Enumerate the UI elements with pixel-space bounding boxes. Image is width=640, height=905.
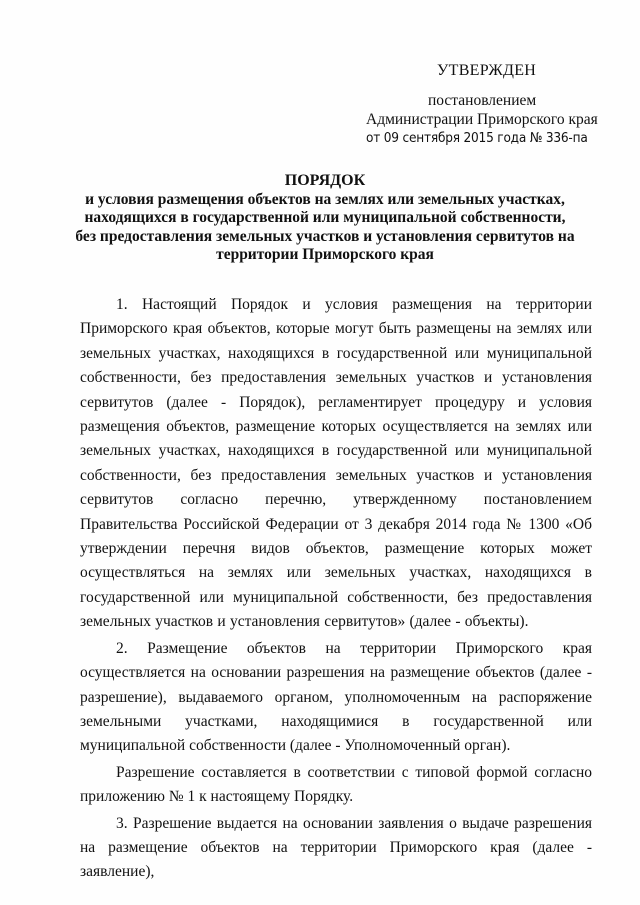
approval-line-administration: Администрации Приморского края [366, 111, 598, 128]
paragraph-2: 2. Размещение объектов на территории Приморского края осуществляется на основании разрешения на размещение объектов (далее - разрешение), выдаваемого органом, уполномоченным на распоряжение земельными участками, находящимися в государственной или муниципальной собственности (далее - Уполномоченный орган). [80, 639, 592, 755]
document-title: ПОРЯДОК [284, 172, 366, 189]
document-heading [75, 172, 575, 265]
approval-line-date-number: от 09 сентября 2015 года № 336-па [366, 130, 588, 146]
approval-title: УТВЕРЖДЕН [437, 62, 537, 79]
document-subtitle: и условия размещения объектов на землях или земельных участках, находящихся в государственной или муниципальной собственности, без предоставления земельных участков и установления сервитутов на территории Приморского края [75, 190, 575, 263]
paragraph-2-form: Разрешение составляется в соответствии с типовой формой согласно приложению № 1 к настоящему Порядку. [80, 763, 592, 806]
approval-line-resolution: постановлением [428, 92, 537, 109]
document-body [80, 293, 592, 885]
paragraph-3: 3. Разрешение выдается на основании заявления о выдаче разрешения на размещение объектов на территории Приморского края (далее - заявление), [80, 814, 592, 881]
paragraph-1: 1. Настоящий Порядок и условия размещения на территории Приморского края объектов, которые могут быть размещены на землях или земельных участках, находящихся в государственной или муниципальной собственности, без предоставления земельных участков и установления сервитутов (далее - Порядок), регламентирует процедуру и условия размещения объектов, размещение которых осуществляется на землях или земельных участках, находящихся в государственной или муниципальной собственности, без предоставления земельных участков и установления сервитутов согласно перечню, утвержденному постановлением Правительства Российской Федерации от 3 декабря 2014 года № 1300 «Об утверждении перечня видов объектов, размещение которых может осуществляться на землях или земельных участках, находящихся в государственной или муниципальной собственности, без предоставления земельных участков и установления сервитутов» (далее - объекты). [80, 296, 592, 631]
